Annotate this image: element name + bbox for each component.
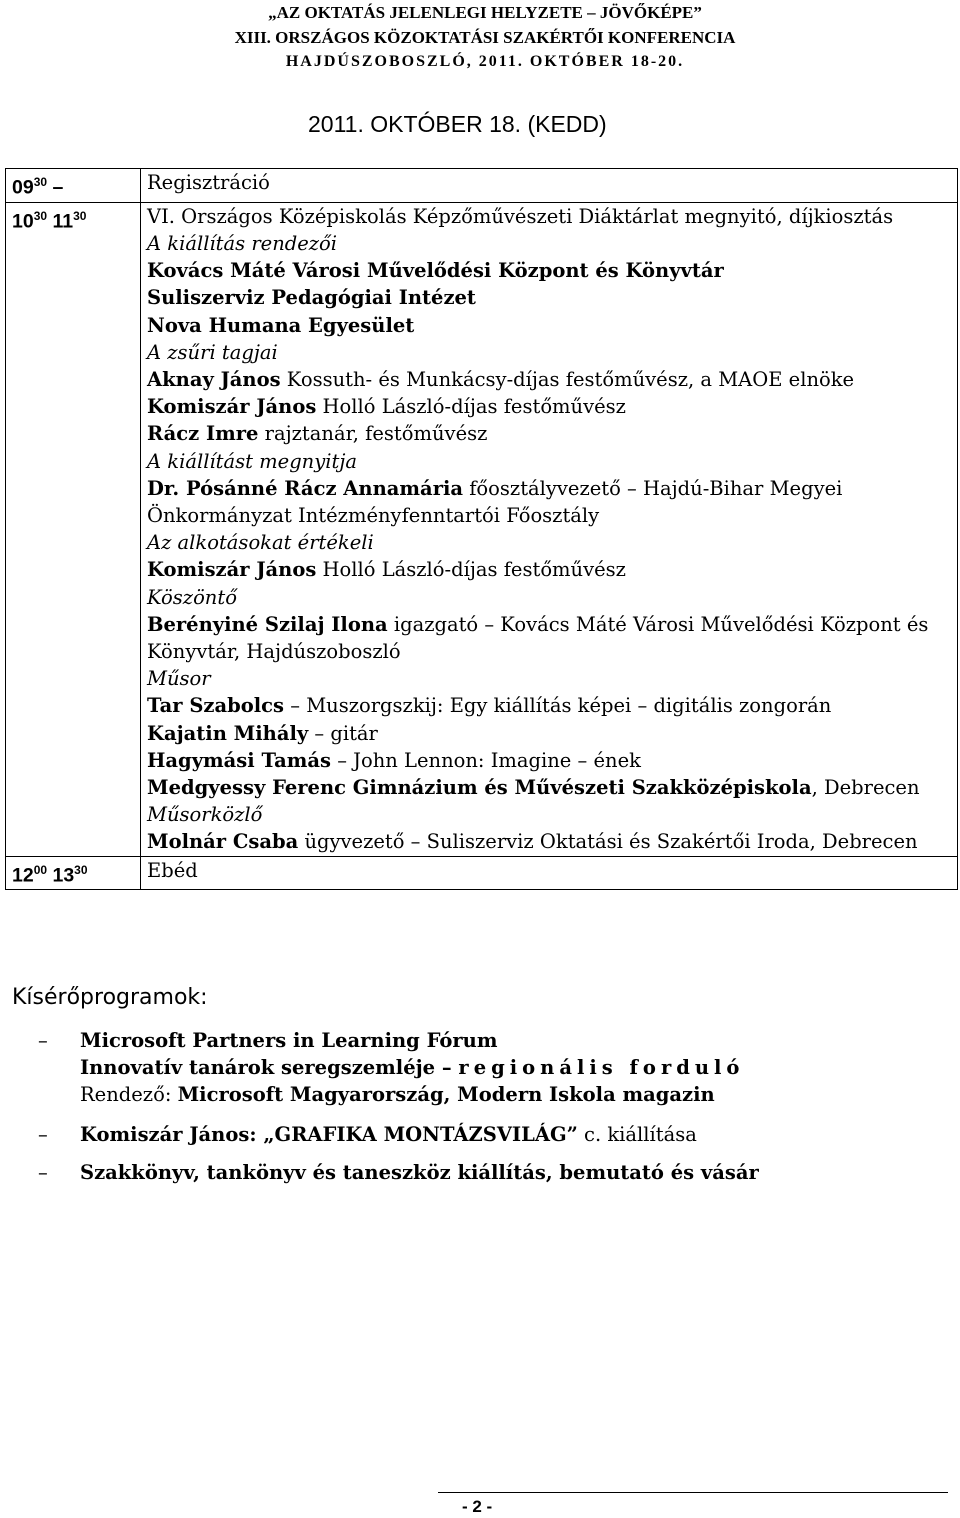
list-dash: –	[38, 1161, 48, 1184]
organizer-1: Kovács Máté Városi Művelődési Központ és Könyvtár	[147, 259, 724, 283]
evaluator-label: Az alkotásokat értékeli	[147, 531, 374, 555]
organizer-3: Nova Humana Egyesület	[147, 313, 415, 337]
list-dash: –	[38, 1123, 48, 1146]
event-title: VI. Országos Középiskolás Képzőművészeti Diáktárlat megnyitó, díjkiosztás	[147, 204, 894, 228]
time-cell: $09^{30}$ –	[6, 169, 141, 203]
table-row	[6, 202, 958, 856]
organizers-label: A kiállítás rendezői	[147, 231, 338, 255]
opener-label: A kiállítást megnyitja	[147, 449, 358, 473]
organizer-2: Suliszerviz Pedagógiai Intézet	[147, 286, 476, 310]
table-row	[6, 169, 958, 203]
program-item-4: Medgyessy Ferenc Gimnázium és Művészeti Szakközépiskola, Debrecen	[147, 775, 920, 799]
conference-motto: „AZ OKTATÁS JELENLEGI HELYZETE – JÖVŐKÉPE”	[268, 3, 702, 22]
day-heading: 2011. OKTÓBER 18. (KEDD)	[308, 111, 607, 137]
greeting: Berényiné Szilaj Ilona igazgató – Kovács Máté Városi Művelődési Központ és Könyvtár, Hajdúszoboszló	[147, 612, 929, 663]
host-label: Műsorközlő	[147, 803, 263, 827]
registration-cell: Regisztráció	[141, 169, 958, 203]
schedule-table	[5, 168, 958, 890]
program-item-2: Kajatin Mihály – gitár	[147, 721, 378, 745]
side-program-item-2: – Komiszár János: „GRAFIKA MONTÁZSVILÁG” c. kiállítása	[38, 1121, 938, 1148]
program-label: Műsor	[147, 667, 211, 691]
page-number: - 2 -	[462, 1497, 493, 1516]
jury-member-2: Komiszár János Holló László-díjas festőművész	[147, 395, 626, 419]
jury-member-1: Aknay János Kossuth- és Munkácsy-díjas festőművész, a MAOE elnöke	[147, 367, 855, 391]
evaluator: Komiszár János Holló László-díjas festőművész	[147, 558, 626, 582]
time-cell: $12^{00}$ $13^{30}$	[6, 856, 141, 890]
side-program-item-3: – Szakkönyv, tankönyv és taneszköz kiállítás, bemutató és vásár	[38, 1159, 938, 1186]
lunch-cell: Ebéd	[141, 856, 958, 890]
jury-label: A zsűri tagjai	[147, 340, 278, 364]
program-item-1: Tar Szabolcs – Muszorgszkij: Egy kiállítás képei – digitális zongorán	[147, 694, 832, 718]
opener: Dr. Pósánné Rácz Annamária főosztályvezető – Hajdú-Bihar Megyei Önkormányzat Intézményfenntartói Főosztály	[147, 476, 843, 527]
conference-place-date: HAJDÚSZOBOSZLÓ, 2011. OKTÓBER 18-20.	[285, 53, 685, 70]
jury-member-3: Rácz Imre rajztanár, festőművész	[147, 422, 488, 446]
footer-rule	[438, 1492, 948, 1493]
time-cell: $10^{30}$ $11^{30}$	[6, 202, 141, 856]
table-row	[6, 856, 958, 890]
greeting-label: Köszöntő	[147, 585, 237, 609]
list-dash: –	[38, 1029, 48, 1052]
host: Molnár Csaba ügyvezető – Suliszerviz Oktatási és Szakértői Iroda, Debrecen	[147, 830, 918, 854]
exhibition-opening-cell	[141, 202, 958, 856]
conference-title: XIII. ORSZÁGOS KÖZOKTATÁSI SZAKÉRTŐI KONFERENCIA	[234, 28, 736, 47]
side-program-item-1: – Microsoft Partners in Learning Fórum Innovatív tanárok seregszemléje – regionális forduló Rendező: Microsoft Magyarország, Modern Iskola magazin	[38, 1029, 745, 1107]
program-item-3: Hagymási Tamás – John Lennon: Imagine – ének	[147, 748, 641, 772]
side-programs-heading: Kísérőprogramok:	[12, 985, 208, 1010]
